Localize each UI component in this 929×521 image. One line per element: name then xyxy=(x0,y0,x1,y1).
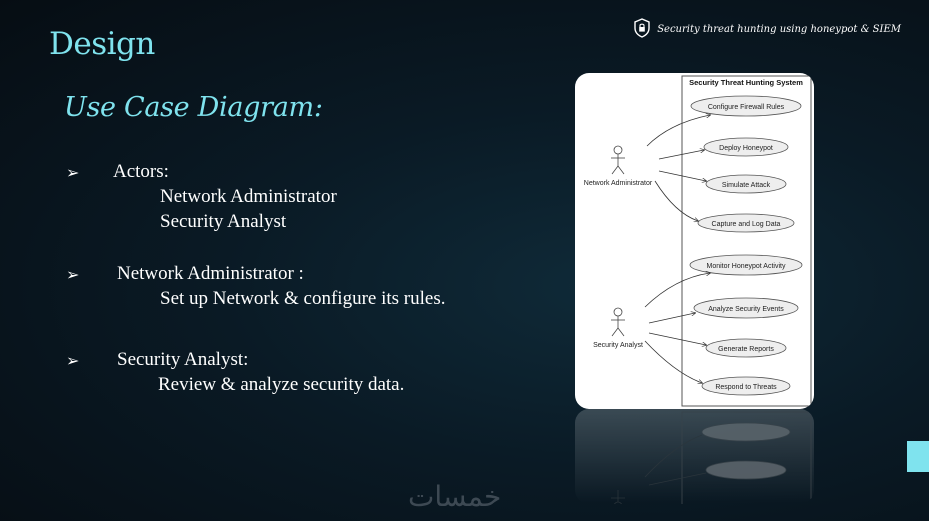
admin-description: Set up Network & configure its rules. xyxy=(160,288,446,309)
section-heading: Use Case Diagram: xyxy=(64,92,323,123)
actor-admin-icon xyxy=(611,146,625,174)
system-title: Security Threat Hunting System xyxy=(689,78,803,87)
actor-item: Security Analyst xyxy=(160,211,287,232)
actors-label: Actors: xyxy=(113,161,169,182)
use-case-label: Analyze Security Events xyxy=(708,306,784,313)
use-case-label: Respond to Threats xyxy=(715,384,777,391)
watermark-logo: خمسات xyxy=(408,480,502,513)
actor-admin-label: Network Administrator xyxy=(583,180,653,187)
use-case-label: Generate Reports xyxy=(718,346,774,353)
admin-label: Network Administrator : xyxy=(117,263,304,284)
slide-title: Design xyxy=(49,26,155,62)
use-case-label: Configure Firewall Rules xyxy=(707,104,785,111)
brand-text: Security threat hunting using honeypot & SIEM xyxy=(657,24,901,35)
use-case-label: Simulate Attack xyxy=(721,182,771,189)
actor-analyst-label: Security Analyst xyxy=(593,342,643,349)
actor-analyst-icon xyxy=(611,308,625,336)
bullet-arrow-icon: ➢ xyxy=(66,265,80,284)
analyst-description: Review & analyze security data. xyxy=(158,374,405,395)
bullet-arrow-icon: ➢ xyxy=(66,351,80,370)
diagram-reflection xyxy=(575,409,814,504)
accent-square xyxy=(907,441,929,472)
shield-lock-icon xyxy=(633,18,651,41)
use-case-label: Deploy Honeypot xyxy=(719,145,773,152)
brand-header xyxy=(633,18,901,41)
use-case-label: Capture and Log Data xyxy=(711,221,781,228)
bullet-arrow-icon: ➢ xyxy=(66,163,80,182)
analyst-label: Security Analyst: xyxy=(117,349,249,370)
actor-item: Network Administrator xyxy=(160,186,337,207)
use-case-diagram xyxy=(575,73,814,409)
use-case-label: Monitor Honeypot Activity xyxy=(706,263,786,270)
